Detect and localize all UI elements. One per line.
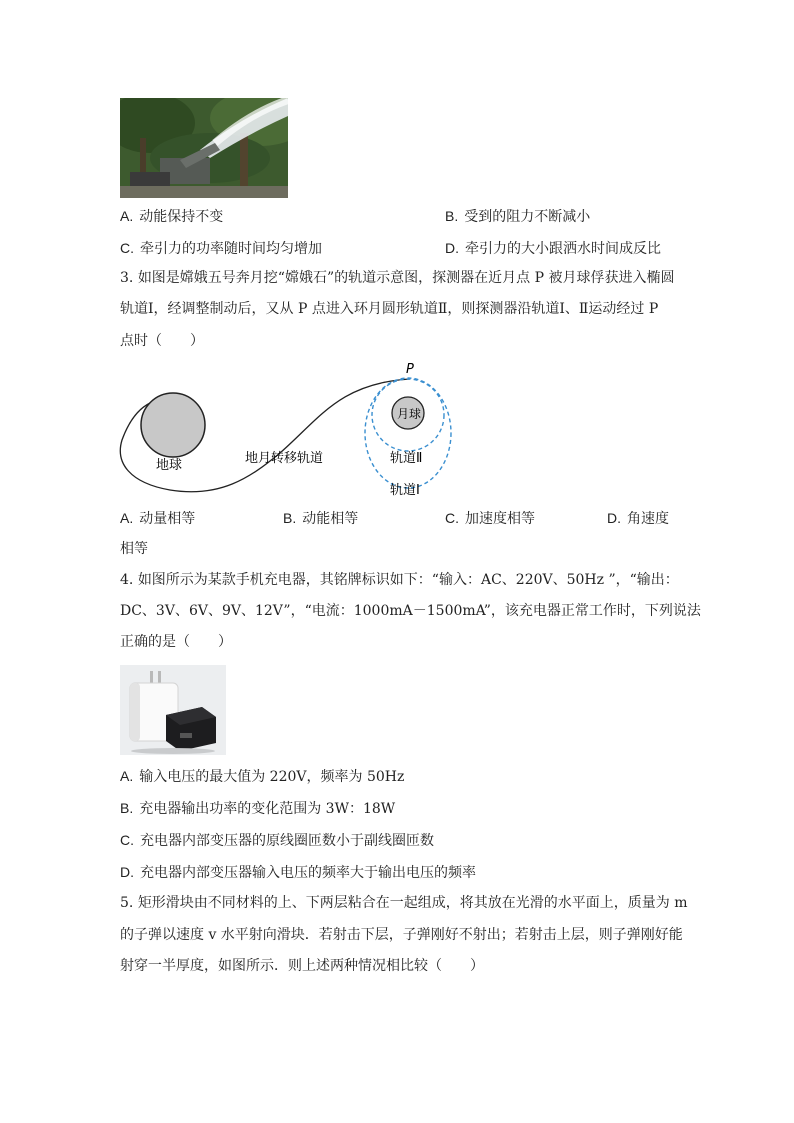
q3-stem-line3: 点时（ ）: [120, 333, 204, 349]
q3-stem-line2: 轨道Ⅰ，经调整制动后，又从 P 点进入环月圆形轨道Ⅱ，则探测器沿轨道Ⅰ、Ⅱ运动经过 P: [120, 301, 659, 317]
q3-option-a: A. 动量相等: [120, 510, 196, 527]
moon-label: 月球: [397, 407, 422, 421]
transfer-orbit-label: 地月转移轨道: [245, 451, 324, 466]
sprinkler-truck-photo: [120, 98, 288, 198]
phone-charger-photo: [120, 665, 226, 755]
earth-label: 地球: [156, 458, 183, 473]
q5-stem-line3: 射穿一半厚度，如图所示．则上述两种情况相比较（ ）: [120, 958, 484, 974]
q2-option-d: D. 牵引力的大小跟洒水时间成反比: [445, 240, 661, 257]
q2-option-c: C. 牵引力的功率随时间均匀增加: [120, 240, 322, 257]
q4-option-d: D. 充电器内部变压器输入电压的频率大于输出电压的频率: [120, 864, 476, 881]
q4-option-c: C. 充电器内部变压器的原线圈匝数小于副线圈匝数: [120, 832, 434, 849]
q5-stem-line1: 5. 矩形滑块由不同材料的上、下两层粘合在一起组成，将其放在光滑的水平面上，质量为 m: [120, 895, 688, 911]
q5-stem-line2: 的子弹以速度 v 水平射向滑块．若射击下层，子弹刚好不射出；若射击上层，则子弹刚好能: [120, 927, 683, 943]
q4-option-b: B. 充电器输出功率的变化范围为 3W：18W: [120, 800, 396, 817]
q2-option-b: B. 受到的阻力不断减小: [445, 208, 591, 225]
orbit-diagram: [110, 358, 470, 503]
q4-stem-line1: 4. 如图所示为某款手机充电器，其铭牌标识如下：“输入：AC、220V、50Hz ”，“输出：: [120, 572, 679, 588]
q4-option-a: A. 输入电压的最大值为 220V，频率为 50Hz: [120, 768, 405, 785]
q3-option-d: D. 角速度: [607, 510, 669, 527]
q2-option-a: A. 动能保持不变: [120, 208, 224, 225]
q3-option-b: B. 动能相等: [283, 510, 359, 527]
earth-circle: [141, 393, 205, 457]
q3-option-d-continued: 相等: [120, 541, 148, 557]
p-point-label: P: [406, 362, 414, 377]
q3-option-c: C. 加速度相等: [445, 510, 535, 527]
q3-stem-line1: 3. 如图是嫦娥五号奔月挖“嫦娥石”的轨道示意图，探测器在近月点 P 被月球俘获进入椭圆: [120, 270, 675, 286]
orbit-1-label: 轨道Ⅰ: [390, 483, 420, 498]
q4-stem-line3: 正确的是（ ）: [120, 634, 232, 650]
q4-stem-line2: DC、3V、6V、9V、12V”，“电流：1000mA－1500mA”，该充电器正常工作时，下列说法: [120, 603, 701, 619]
orbit-2-label: 轨道Ⅱ: [390, 451, 423, 466]
